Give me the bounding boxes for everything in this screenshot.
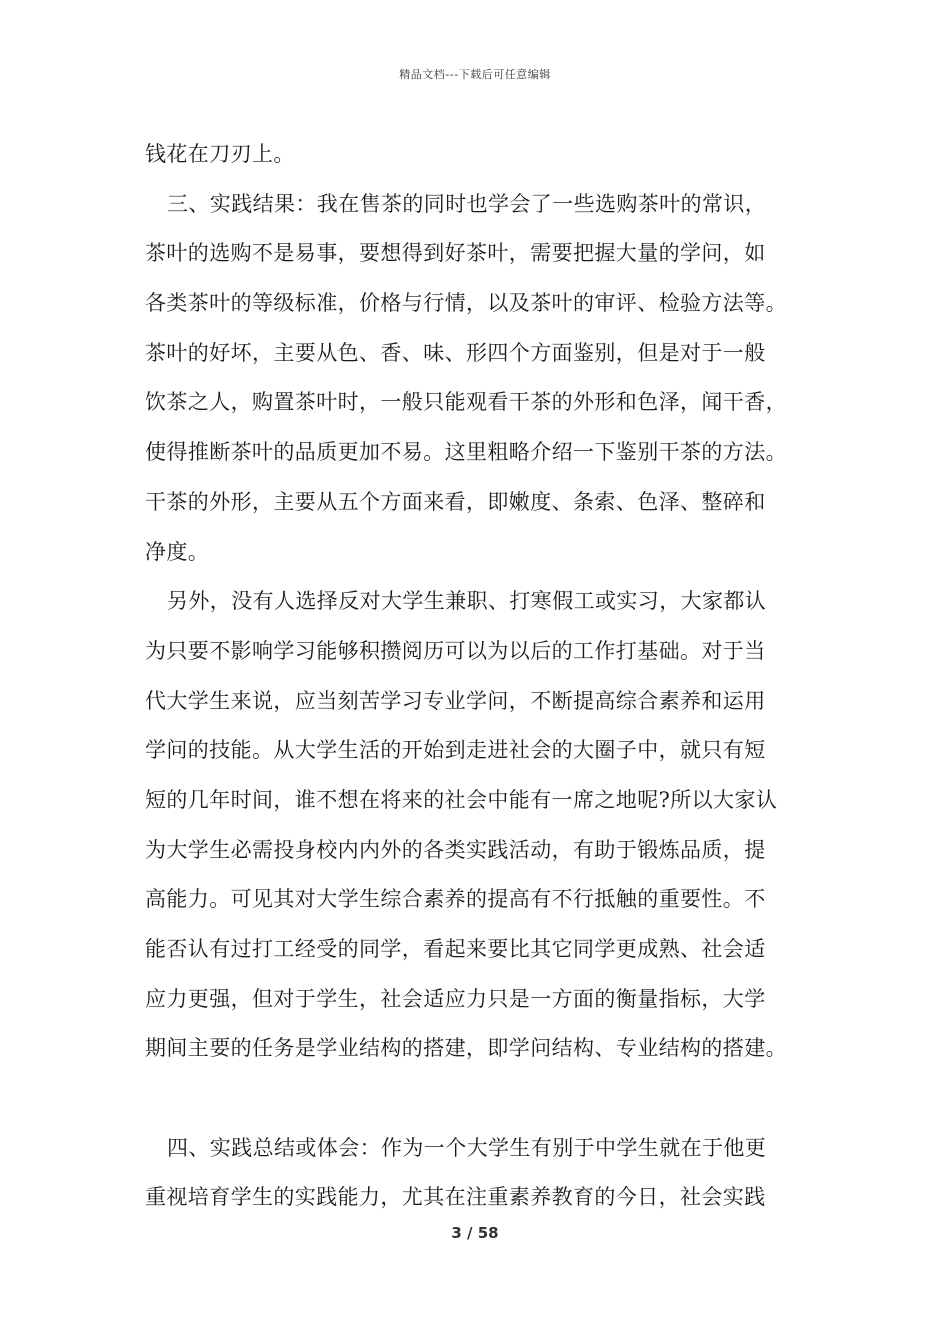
text-line: 期间主要的任务是学业结构的搭建，即学问结构、专业结构的搭建。 [145, 1036, 787, 1061]
text-line: 应力更强，但对于学生，社会适应力只是一方面的衡量指标，大学 [145, 986, 766, 1011]
text-line: 为只要不影响学习能够积攒阅历可以为以后的工作打基础。对于当 [145, 638, 766, 663]
text-line: 高能力。可见其对大学生综合素养的提高有不行抵触的重要性。不 [145, 887, 766, 912]
text-line: 学问的技能。从大学生活的开始到走进社会的大圈子中，就只有短 [145, 738, 766, 763]
text-line: 为大学生必需投身校内内外的各类实践活动，有助于锻炼品质，提 [145, 837, 766, 862]
text-line: 饮茶之人，购置茶叶时，一般只能观看干茶的外形和色泽，闻干香， [145, 390, 787, 415]
text-line: 钱花在刀刃上。 [145, 142, 295, 166]
text-line: 净度。 [145, 539, 210, 564]
text-line: 各类茶叶的等级标准，价格与行情，以及茶叶的审评、检验方法等。 [145, 291, 787, 316]
paragraph-start-line: 四、实践总结或体会：作为一个大学生有别于中学生就在于他更 [167, 1135, 767, 1160]
text-line: 茶叶的好坏，主要从色、香、味、形四个方面鉴别，但是对于一般 [145, 340, 766, 365]
text-line: 代大学生来说，应当刻苦学习专业学问，不断提高综合素养和运用 [145, 688, 766, 713]
text-line: 使得推断茶叶的品质更加不易。这里粗略介绍一下鉴别干茶的方法。 [145, 440, 787, 465]
page-header: 精品文档---下载后可任意编辑 [399, 68, 551, 81]
paragraph-start-line: 另外，没有人选择反对大学生兼职、打寒假工或实习，大家都认 [167, 589, 767, 614]
page-number: 3 / 58 [451, 1224, 499, 1242]
paragraph-start-line: 三、实践结果：我在售茶的同时也学会了一些选购茶叶的常识， [167, 191, 767, 216]
text-line: 能否认有过打工经受的同学，看起来要比其它同学更成熟、社会适 [145, 937, 766, 961]
text-line: 重视培育学生的实践能力，尤其在注重素养教育的今日，社会实践 [145, 1185, 766, 1210]
blank-line [145, 1074, 817, 1124]
document-body [145, 130, 817, 1223]
text-line: 干茶的外形，主要从五个方面来看，即嫩度、条索、色泽、整碎和 [145, 489, 766, 514]
text-line: 茶叶的选购不是易事，要想得到好茶叶，需要把握大量的学问，如 [145, 241, 766, 266]
text-line: 短的几年时间，谁不想在将来的社会中能有一席之地呢?所以大家认 [145, 787, 778, 812]
